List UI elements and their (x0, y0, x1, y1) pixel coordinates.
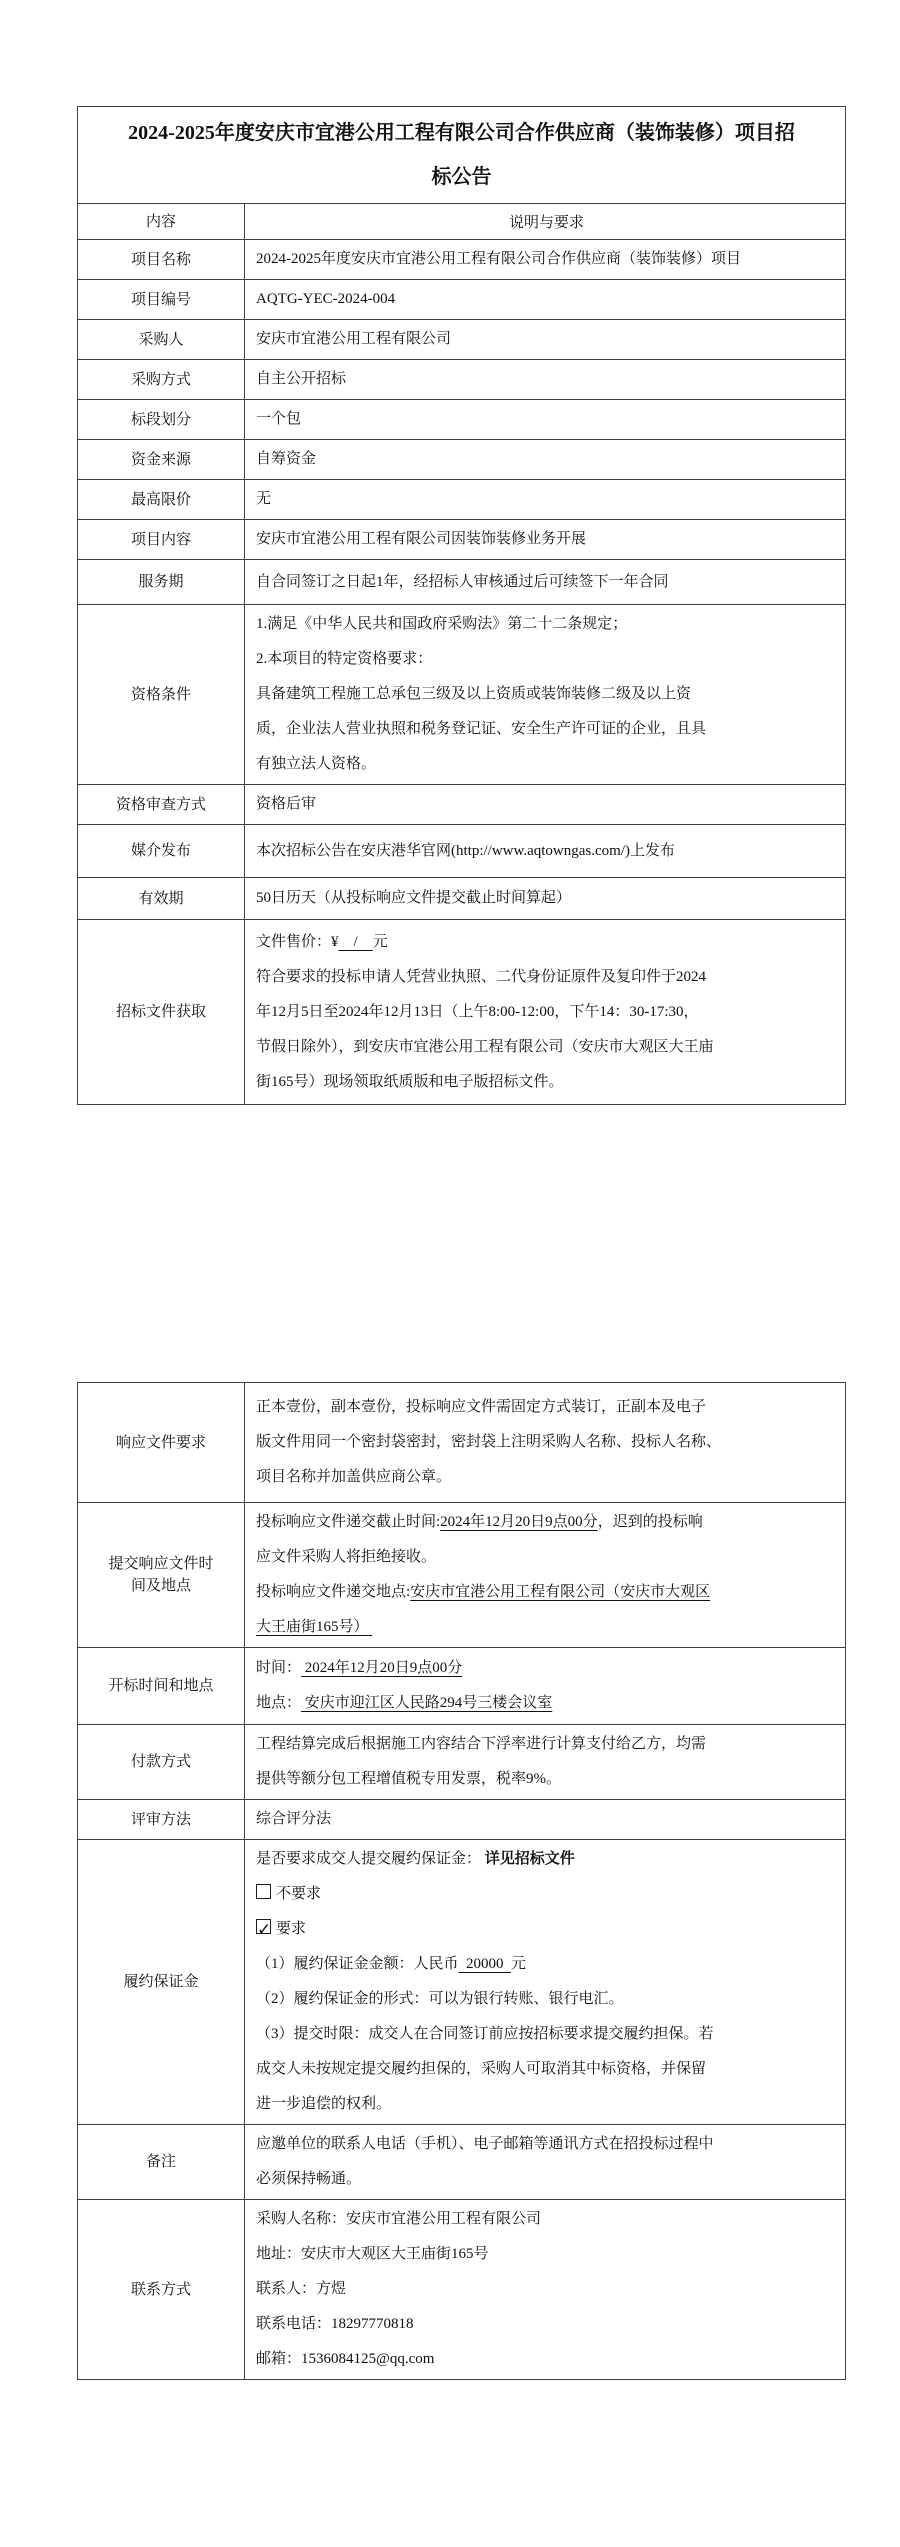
row-label: 采购人 (78, 320, 245, 360)
row-label: 项目名称 (78, 240, 245, 280)
row-value (245, 520, 846, 560)
text-line: 综合评分法 (256, 1811, 332, 1827)
label-line: 提交响应文件时 (108, 1556, 214, 1572)
row-value (245, 360, 846, 400)
text-line: 版文件用同一个密封袋密封，密封袋上注明采购人名称、投标人名称、 (256, 1434, 722, 1450)
option-line-not-required (256, 1877, 837, 1912)
text-line: 联系人：方煜 (256, 2281, 347, 2297)
page-title (78, 107, 846, 204)
text-line: 50日历天（从投标响应文件提交截止时间算起） (256, 890, 572, 906)
text-line: 安庆市宜港公用工程有限公司因装饰装修业务开展 (256, 531, 587, 547)
text-line: 自合同签订之日起1年，经招标人审核通过后可续签下一年合同 (256, 573, 669, 590)
text-line: 无 (256, 491, 272, 507)
row-project-no (78, 280, 846, 320)
row-value (245, 1383, 846, 1503)
row-value (245, 400, 846, 440)
text-line: 质，企业法人营业执照和税务登记证、安全生产许可证的企业，且具 (256, 721, 707, 737)
row-value (245, 1840, 846, 2125)
text-line: 安庆市宜港公用工程有限公司 (256, 331, 452, 347)
row-label (78, 1503, 245, 1648)
row-qualification-review (78, 785, 846, 825)
column-header-content: 内容 (78, 204, 245, 240)
text-line: （2）履约保证金的形式：可以为银行转账、银行电汇。 (256, 1991, 624, 2007)
row-value (245, 1800, 846, 1840)
row-label: 服务期 (78, 560, 245, 605)
row-value (245, 1648, 846, 1725)
row-label: 最高限价 (78, 480, 245, 520)
tender-announcement-table (77, 106, 846, 1105)
text-line: 1.满足《中华人民共和国政府采购法》第二十二条规定； (256, 616, 628, 632)
row-value (245, 2125, 846, 2200)
row-label: 付款方式 (78, 1725, 245, 1800)
row-value (245, 878, 846, 920)
row-contact (78, 2200, 846, 2380)
text-line: 是否要求成交人提交履约保证金： 详见招标文件 (256, 1851, 575, 1867)
row-label: 招标文件获取 (78, 920, 245, 1105)
row-validity (78, 878, 846, 920)
row-label: 媒介发布 (78, 825, 245, 878)
text-line: 时间： 2024年12月20日9点00分 (256, 1660, 463, 1676)
row-value (245, 2200, 846, 2380)
row-label: 采购方式 (78, 360, 245, 400)
row-label: 备注 (78, 2125, 245, 2200)
text-line: 提供等额分包工程增值税专用发票，税率9%。 (256, 1771, 561, 1787)
row-value (245, 1503, 846, 1648)
text-line: 2024-2025年度安庆市宜港公用工程有限公司合作供应商（装饰装修）项目 (256, 251, 741, 267)
text-line: （1）履约保证金金额：人民币 20000 元 (256, 1956, 527, 1972)
text-line: 地点： 安庆市迎江区人民路294号三楼会议室 (256, 1695, 553, 1711)
row-label: 资金来源 (78, 440, 245, 480)
row-project-content (78, 520, 846, 560)
row-label: 响应文件要求 (78, 1383, 245, 1503)
text-line: 具备建筑工程施工总承包三级及以上资质或装饰装修二级及以上资 (256, 686, 692, 702)
option-label: 要求 (276, 1921, 307, 1937)
row-label: 开标时间和地点 (78, 1648, 245, 1725)
text-line: 成交人未按规定提交履约担保的，采购人可取消其中标资格，并保留 (256, 2061, 707, 2077)
row-label: 标段划分 (78, 400, 245, 440)
row-label: 联系方式 (78, 2200, 245, 2380)
text-line: 自主公开招标 (256, 371, 347, 387)
text-line: 节假日除外），到安庆市宜港公用工程有限公司（安庆市大观区大王庙 (256, 1038, 714, 1055)
tender-announcement-table-page2 (77, 1382, 846, 2380)
row-qualification (78, 605, 846, 785)
row-fund-source (78, 440, 846, 480)
row-label: 资格审查方式 (78, 785, 245, 825)
header-row (78, 204, 846, 240)
row-value (245, 440, 846, 480)
text-line: 符合要求的投标申请人凭营业执照、二代身份证原件及复印件于2024 (256, 968, 707, 985)
text-line: 进一步追偿的权利。 (256, 2096, 392, 2112)
row-bid-opening (78, 1648, 846, 1725)
title-line: 标公告 (431, 166, 492, 188)
text-line: 正本壹份，副本壹份，投标响应文件需固定方式装订，正副本及电子 (256, 1399, 707, 1415)
row-value (245, 785, 846, 825)
row-remarks (78, 2125, 846, 2200)
option-line-required (256, 1912, 837, 1947)
row-value (245, 920, 846, 1105)
row-max-price (78, 480, 846, 520)
text-line: 自筹资金 (256, 451, 317, 467)
row-value (245, 825, 846, 878)
text-line: 工程结算完成后根据施工内容结合下浮率进行计算支付给乙方，均需 (256, 1736, 707, 1752)
text-line: 大王庙街165号） (256, 1619, 373, 1635)
row-document-obtain (78, 920, 846, 1105)
column-header-description: 说明与要求 (245, 204, 846, 240)
row-service-period (78, 560, 846, 605)
text-line: 联系电话：18297770818 (256, 2316, 414, 2332)
row-submission-time-place (78, 1503, 846, 1648)
row-performance-bond (78, 1840, 846, 2125)
row-payment-method (78, 1725, 846, 1800)
row-bid-sections (78, 400, 846, 440)
text-line: 有独立法人资格。 (256, 756, 377, 772)
row-media-release (78, 825, 846, 878)
checkbox-checked-icon (256, 1919, 272, 1940)
option-label: 不要求 (276, 1886, 322, 1902)
row-label: 有效期 (78, 878, 245, 920)
row-purchaser (78, 320, 846, 360)
text-line: 2.本项目的特定资格要求： (256, 651, 433, 667)
row-label: 履约保证金 (78, 1840, 245, 2125)
row-evaluation-method (78, 1800, 846, 1840)
text-line: 街165号）现场领取纸质版和电子版招标文件。 (256, 1073, 564, 1090)
row-value (245, 605, 846, 785)
text-line: 文件售价：¥ / 元 (256, 933, 388, 950)
text-line: 采购人名称：安庆市宜港公用工程有限公司 (256, 2211, 542, 2227)
row-value (245, 240, 846, 280)
text-line: 年12月5日至2024年12月13日（上午8:00-12:00，下午14：30-17:30， (256, 1003, 699, 1020)
checkbox-unchecked-icon (256, 1884, 271, 1899)
row-label: 评审方法 (78, 1800, 245, 1840)
text-line: 应邀单位的联系人电话（手机）、电子邮箱等通讯方式在招投标过程中 (256, 2136, 714, 2152)
title-row (78, 107, 846, 204)
text-line: 本次招标公告在安庆港华官网(http://www.aqtowngas.com/)上发布 (256, 842, 675, 859)
row-label: 项目编号 (78, 280, 245, 320)
text-line: 投标响应文件递交地点:安庆市宜港公用工程有限公司（安庆市大观区 (256, 1584, 711, 1600)
text-line: 应文件采购人将拒绝接收。 (256, 1549, 437, 1565)
row-value (245, 560, 846, 605)
row-value (245, 1725, 846, 1800)
text-line: 投标响应文件递交截止时间:2024年12月20日9点00分，迟到的投标响 (256, 1514, 703, 1530)
row-label: 资格条件 (78, 605, 245, 785)
text-line: 必须保持畅通。 (256, 2171, 362, 2187)
text-line: （3）提交时限：成交人在合同签订前应按招标要求提交履约担保。若 (256, 2026, 714, 2042)
row-value (245, 480, 846, 520)
row-purchase-method (78, 360, 846, 400)
row-response-doc-requirements (78, 1383, 846, 1503)
text-line: 一个包 (256, 411, 302, 427)
label-line: 间及地点 (130, 1578, 191, 1594)
text-line: 地址：安庆市大观区大王庙街165号 (256, 2246, 489, 2262)
text-line: 资格后审 (256, 796, 317, 812)
row-label: 项目内容 (78, 520, 245, 560)
check-glyph: ✓ (257, 1920, 272, 1940)
row-value (245, 320, 846, 360)
row-value (245, 280, 846, 320)
text-line: AQTG-YEC-2024-004 (256, 291, 396, 307)
row-project-name (78, 240, 846, 280)
title-line: 2024-2025年度安庆市宜港公用工程有限公司合作供应商（装饰装修）项目招 (128, 122, 795, 144)
text-line: 邮箱：1536084125@qq.com (256, 2351, 435, 2367)
text-line: 项目名称并加盖供应商公章。 (256, 1469, 452, 1485)
